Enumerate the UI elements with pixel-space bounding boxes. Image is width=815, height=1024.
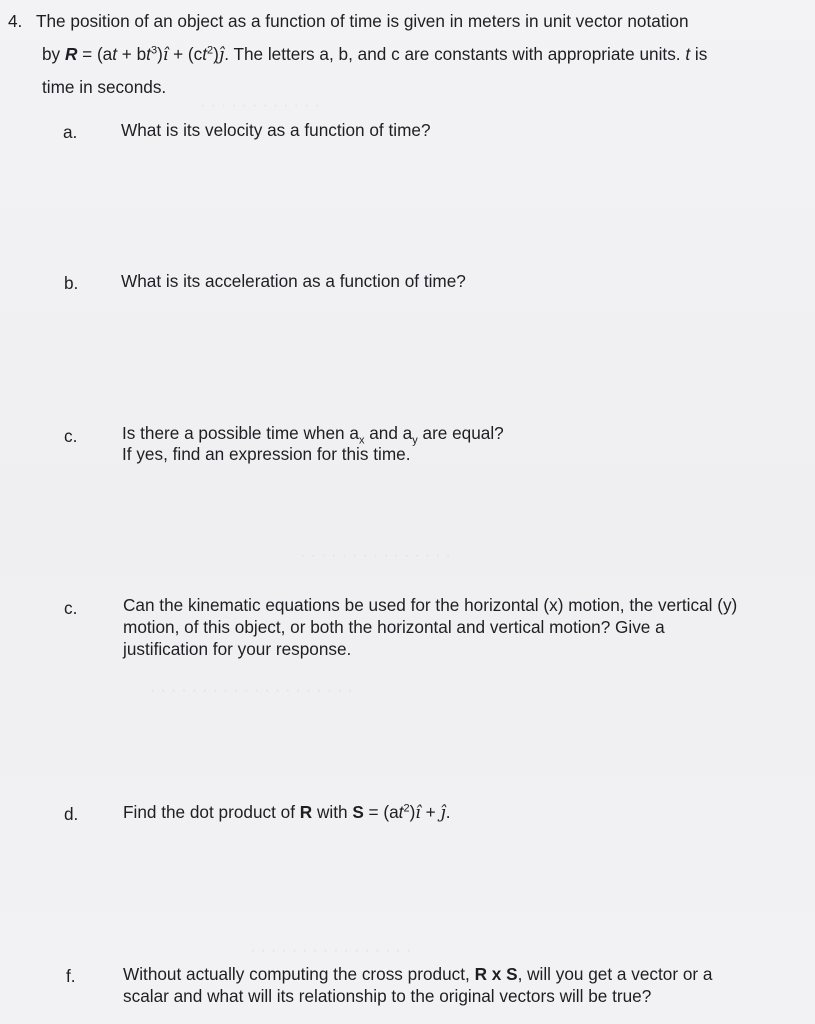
exponent: 2 (403, 802, 410, 815)
stem-rest: . The letters a, b, and c are constants with appropriate units. (224, 44, 686, 64)
part-c2-line-3: justification for your response. (123, 639, 352, 659)
part-c1-line-1 (122, 422, 504, 447)
stem-by: by (42, 44, 65, 64)
d-text-plus: + (420, 802, 441, 822)
subscript-y: y (412, 434, 418, 447)
f-text-pre: Without actually computing the cross product, (123, 964, 475, 984)
subscript-x: x (358, 434, 365, 447)
exponent: 3 (150, 44, 158, 57)
vector-s-symbol: S (352, 802, 364, 822)
j-hat-symbol: ĵ (218, 45, 225, 65)
part-d-text (123, 801, 451, 824)
time-var: t (112, 44, 118, 64)
part-c2-label: c. (64, 598, 78, 618)
stem-close: ) (213, 44, 219, 64)
c1-text-post: are equal? (417, 423, 504, 443)
part-f-label: f. (66, 966, 76, 986)
bleed-through-mark: · · · · · · · · · · · · · · · (300, 545, 452, 564)
d-text-eq: = (a (363, 802, 399, 822)
part-a-text: What is its velocity as a function of time? (121, 120, 431, 140)
f-text-post: , will you get a vector or a (517, 964, 713, 984)
c1-text-pre: Is there a possible time when a (122, 423, 359, 443)
stem-plus: + (c (168, 44, 203, 64)
stem-close: ) (157, 44, 163, 64)
time-var: t (685, 44, 691, 64)
part-f-line-2: scalar and what will its relationship to the original vectors will be true? (123, 986, 652, 1006)
bleed-through-mark: · · · · · · · · · · · · · · · · (250, 940, 412, 959)
d-text-close: ) (409, 802, 416, 822)
part-f-line-1 (123, 963, 712, 985)
d-text-end: . (445, 802, 451, 822)
part-c1-label: c. (64, 426, 78, 446)
part-c1-line-2: If yes, find an expression for this time. (122, 444, 411, 464)
exponent: 2 (207, 44, 214, 57)
time-var: t (146, 44, 151, 64)
stem-eq: = (a (77, 44, 113, 64)
time-var: t (398, 802, 404, 822)
question-stem-line-1: The position of an object as a function of time is given in meters in unit vector notation (36, 11, 689, 31)
question-stem-line-3: time in seconds. (42, 77, 167, 97)
cross-product-expression: R x S (474, 964, 518, 984)
i-hat-symbol: ı̂ (415, 803, 421, 823)
stem-plus: + b (117, 44, 147, 64)
part-b-text: What is its acceleration as a function of time? (121, 271, 466, 291)
part-d-label: d. (64, 804, 79, 824)
part-c2-line-1: Can the kinematic equations be used for the horizontal (x) motion, the vertical (y) (123, 595, 738, 615)
d-text-with: with (312, 802, 353, 822)
question-stem-line-2 (42, 43, 707, 66)
part-a-label: a. (63, 122, 78, 142)
bleed-through-mark: · · · · · · · · · · · · (200, 95, 320, 114)
bleed-through-mark: · · · · · · · · · · · · · · · · · · · · (150, 680, 353, 699)
vector-r-symbol: R (299, 802, 313, 822)
position-vector-symbol: R (64, 44, 78, 64)
c1-text-mid: and a (364, 423, 413, 443)
stem-is: is (690, 44, 708, 64)
time-var: t (202, 44, 207, 64)
j-hat-symbol: ĵ (440, 803, 446, 823)
part-b-label: b. (64, 273, 79, 293)
i-hat-symbol: ı̂ (162, 45, 169, 65)
part-c2-line-2: motion, of this object, or both the horizontal and vertical motion? Give a (123, 617, 665, 637)
question-number: 4. (8, 11, 23, 31)
d-text-pre: Find the dot product of (123, 802, 300, 822)
